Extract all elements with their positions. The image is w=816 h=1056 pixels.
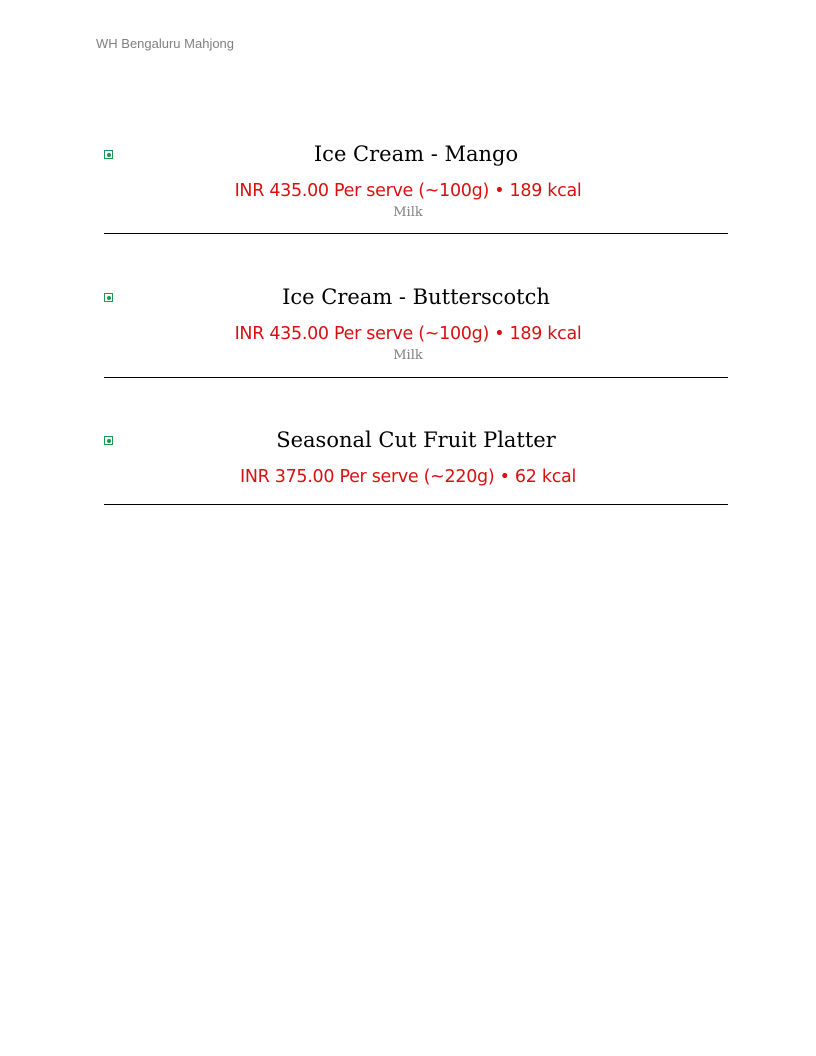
menu-item-price: INR 375.00 Per serve (~220g) • 62 kcal bbox=[239, 467, 577, 487]
restaurant-name: WH Bengaluru Mahjong bbox=[96, 36, 235, 51]
menu-item-name: Ice Cream - Butterscotch bbox=[282, 285, 550, 309]
menu-item bbox=[104, 274, 728, 378]
menu-item-tag: Milk bbox=[393, 348, 423, 363]
menu-item-name: Ice Cream - Mango bbox=[313, 142, 519, 166]
menu-item bbox=[104, 417, 728, 505]
menu-item-price: INR 435.00 Per serve (~100g) • 189 kcal bbox=[234, 324, 582, 344]
menu-item-tag: Milk bbox=[393, 205, 423, 220]
menu-item-price: INR 435.00 Per serve (~100g) • 189 kcal bbox=[234, 181, 582, 201]
menu-item-name: Seasonal Cut Fruit Platter bbox=[276, 428, 556, 452]
menu-item bbox=[104, 130, 728, 234]
